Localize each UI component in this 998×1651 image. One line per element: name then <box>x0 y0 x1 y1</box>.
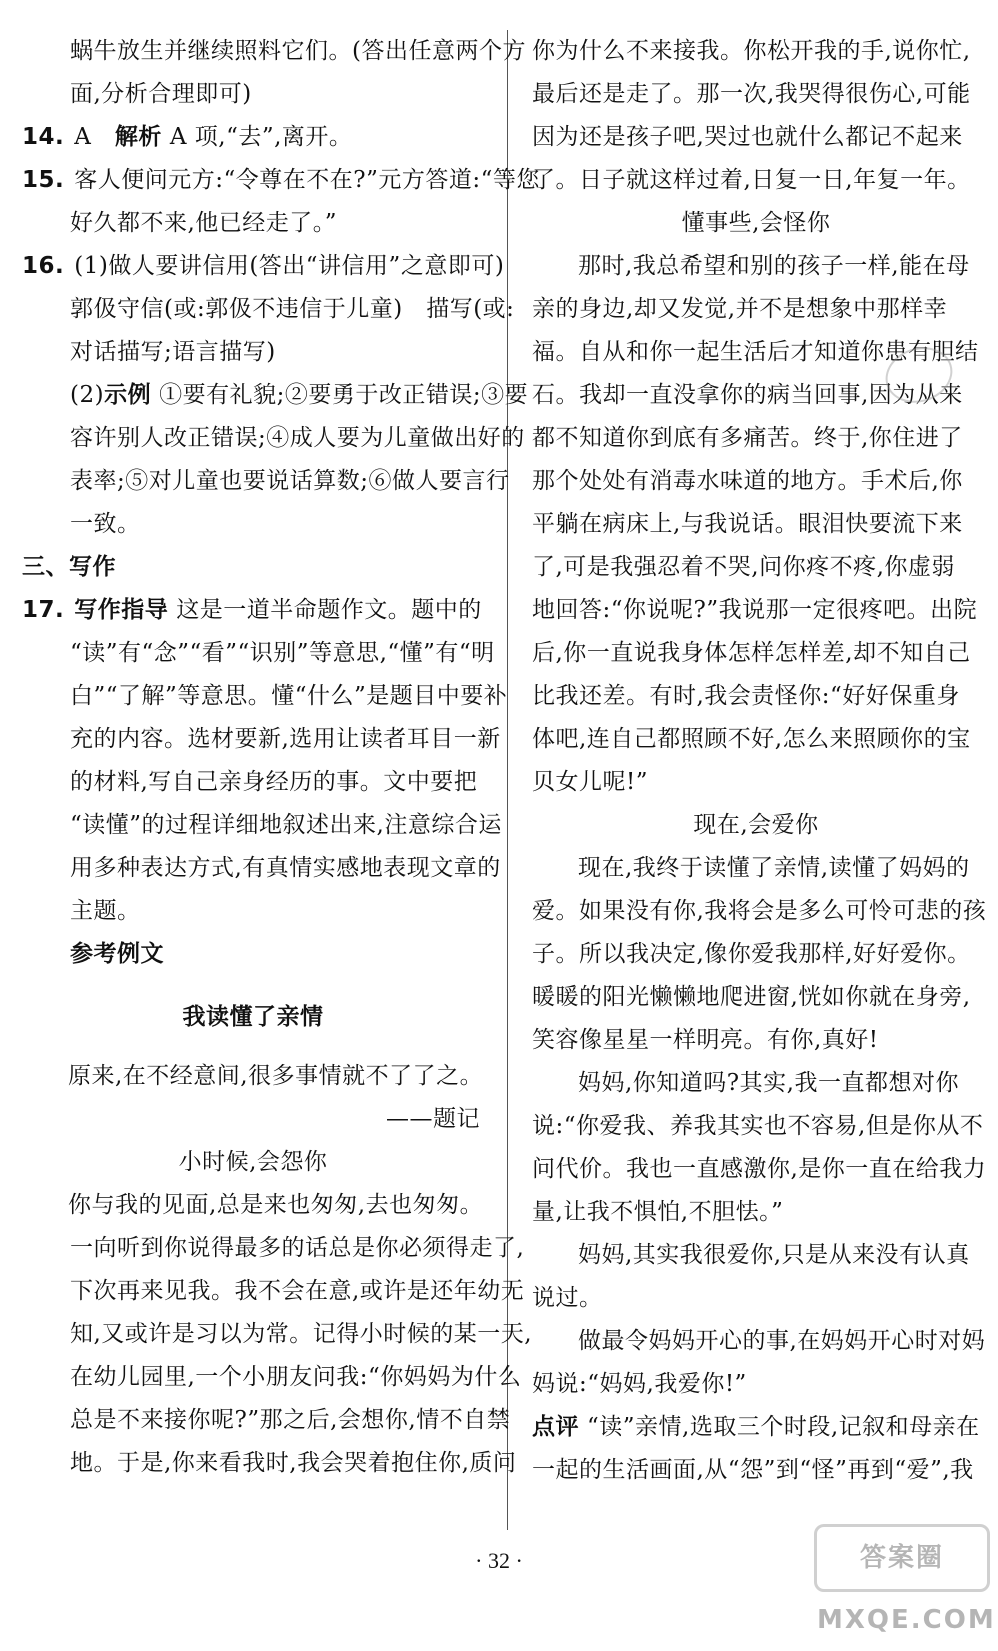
text-line: 一起的生活画面,从“怨”到“怪”再到“爱”,我 <box>532 1457 974 1483</box>
question-number: 16. <box>22 253 65 279</box>
text-line: 白”“了解”等意思。懂“什么”是题目中要补 <box>70 683 508 709</box>
text-line: 对话描写;语言描写) <box>70 339 276 365</box>
text-line: 做最令妈妈开心的事,在妈妈开心时对妈 <box>578 1328 986 1354</box>
text-line: 亲的身边,却又发觉,并不是想象中那样幸 <box>532 296 948 322</box>
text-line: 现在,我终于读懂了亲情,读懂了妈妈的 <box>578 855 970 881</box>
page-number: · 32 · <box>475 1548 523 1573</box>
text-span: “读”亲情,选取三个时段,记叙和母亲在 <box>587 1414 980 1440</box>
text-line: 妈妈,你知道吗?其实,我一直都想对你 <box>578 1070 959 1096</box>
text-span: ①要有礼貌;②要勇于改正错误;③要 <box>159 382 529 408</box>
text-line: 妈妈,其实我很爱你,只是从来没有认真 <box>578 1242 970 1268</box>
question-number: 14. <box>22 124 65 150</box>
subheading: 小时候,会怨你 <box>178 1149 328 1175</box>
text-line: 你为什么不来接我。你松开我的手,说你忙, <box>532 38 971 64</box>
subheading: 懂事些,会怪你 <box>681 210 831 236</box>
text-line: 量,让我不惧怕,不胆怯。” <box>532 1199 784 1225</box>
answer-letter: A <box>74 124 92 150</box>
subheading: 现在,会爱你 <box>693 812 819 838</box>
text-line: 笑容像星星一样明亮。有你,真好! <box>532 1027 879 1053</box>
epigraph-source: ——题记 <box>386 1106 480 1132</box>
question-16 <box>22 245 505 288</box>
guide-tag: 写作指导 <box>74 597 169 623</box>
text-line: 说:“你爱我、养我其实也不容易,但是你从不 <box>532 1113 984 1139</box>
text-line: 子。所以我决定,像你爱我那样,好好爱你。 <box>532 941 971 967</box>
text-line: (1)做人要讲信用(答出“讲信用”之意即可) <box>74 253 505 279</box>
text-line: 郭伋守信(或:郭伋不违信于儿童) 描写(或: <box>70 296 515 322</box>
text-line: 蜗牛放生并继续照料它们。(答出任意两个方 <box>70 38 526 64</box>
example-tag: 示例 <box>104 382 152 408</box>
text-line: 主题。 <box>70 898 141 924</box>
comment-line <box>532 1406 980 1449</box>
text-line: 下次再来见我。我不会在意,或许是还年幼无 <box>70 1278 525 1304</box>
spacer <box>22 1039 484 1055</box>
epigraph: 原来,在不经意间,很多事情就不了了之。 <box>68 1063 484 1089</box>
text-line: 那时,我总希望和别的孩子一样,能在母 <box>578 253 970 279</box>
text-line: 好久都不来,他已经走了。” <box>70 210 338 236</box>
question-15 <box>22 159 540 202</box>
text-line: 问代价。我也一直感激你,是你一直在给我力 <box>532 1156 987 1182</box>
analysis-text: A 项,“去”,离开。 <box>169 124 353 150</box>
text-line: 充的内容。选材要新,选用让读者耳目一新 <box>70 726 501 752</box>
text-line: 暖暖的阳光懒懒地爬进窗,恍如你就在身旁, <box>532 984 971 1010</box>
question-number: 15. <box>22 167 65 193</box>
text-line: 贝女儿呢!” <box>532 769 649 795</box>
text-line: 因为还是孩子吧,哭过也就什么都记不起来 <box>532 124 963 150</box>
text-line: 体吧,连自己都照顾不好,怎么来照顾你的宝 <box>532 726 971 752</box>
text-line: 在幼儿园里,一个小朋友问我:“你妈妈为什么 <box>70 1364 522 1390</box>
comment-tag: 点评 <box>532 1414 579 1440</box>
reference-label: 参考例文 <box>70 941 164 967</box>
text-line: 表率;⑤对儿童也要说话算数;⑥做人要言行 <box>70 468 510 494</box>
section-heading: 三、写作 <box>22 554 116 580</box>
text-line: 都不知道你到底有多痛苦。终于,你住进了 <box>532 425 963 451</box>
text-line: 了。日子就这样过着,日复一日,年复一年。 <box>532 167 971 193</box>
left-column <box>22 30 540 1485</box>
text-line: 容许别人改正错误;④成人要为儿童做出好的 <box>70 425 525 451</box>
text-line: 石。我却一直没拿你的病当回事,因为从来 <box>532 382 963 408</box>
part-number: (2) <box>70 382 105 408</box>
text-line: 地。于是,你来看我时,我会哭着抱住你,质问 <box>70 1450 517 1476</box>
text-line: 总是不来接你呢?”那之后,会想你,情不自禁 <box>70 1407 511 1433</box>
text-line: 比我还差。有时,我会责怪你:“好好保重身 <box>532 683 960 709</box>
analysis-tag: 解析 <box>114 124 162 150</box>
text-line: 的材料,写自己亲身经历的事。文中要把 <box>70 769 478 795</box>
right-column <box>532 30 987 1492</box>
text-line: “读懂”的过程详细地叙述出来,注意综合运 <box>70 812 502 838</box>
text-line: 后,你一直说我身体怎样怎样差,却不知自己 <box>532 640 971 666</box>
text-line: 福。自从和你一起生活后才知道你患有胆结 <box>532 339 979 365</box>
text-line: 爱。如果没有你,我将会是多么可怜可悲的孩 <box>532 898 987 924</box>
text-line: 地回答:“你说呢?”我说那一定很疼吧。出院 <box>532 597 978 623</box>
question-number: 17. <box>22 597 65 623</box>
watermark-logo: 答案圈 MXQE.COM <box>814 1524 990 1592</box>
text-line: 知,又或许是习以为常。记得小时候的某一天, <box>70 1321 533 1347</box>
text-line: 说过。 <box>532 1285 603 1311</box>
text-span: 这是一道半命题作文。题中的 <box>176 597 482 623</box>
text-line: 了,可是我强忍着不哭,问你疼不疼,你虚弱 <box>532 554 955 580</box>
essay-title: 我读懂了亲情 <box>182 1004 324 1030</box>
text-line: 你与我的见面,总是来也匆匆,去也匆匆。 <box>68 1192 484 1218</box>
text-line: 一致。 <box>70 511 141 537</box>
question-14 <box>22 116 484 159</box>
text-line: 面,分析合理即可) <box>70 81 252 107</box>
text-line: 一向听到你说得最多的话总是你必须得走了, <box>70 1235 525 1261</box>
text-line: “读”有“念”“看”“识别”等意思,“懂”有“明 <box>70 640 495 666</box>
text-line <box>22 374 529 417</box>
text-line: 平躺在病床上,与我说话。眼泪快要流下来 <box>532 511 963 537</box>
text-line: 用多种表达方式,有真情实感地表现文章的 <box>70 855 501 881</box>
text-line: 最后还是走了。那一次,我哭得很伤心,可能 <box>532 81 971 107</box>
text-line: 那个处处有消毒水味道的地方。手术后,你 <box>532 468 963 494</box>
question-17 <box>22 589 484 632</box>
text-line: 妈说:“妈妈,我爱你!” <box>532 1371 747 1397</box>
text-line: 客人便问元方:“令尊在不在?”元方答道:“等您 <box>74 167 540 193</box>
